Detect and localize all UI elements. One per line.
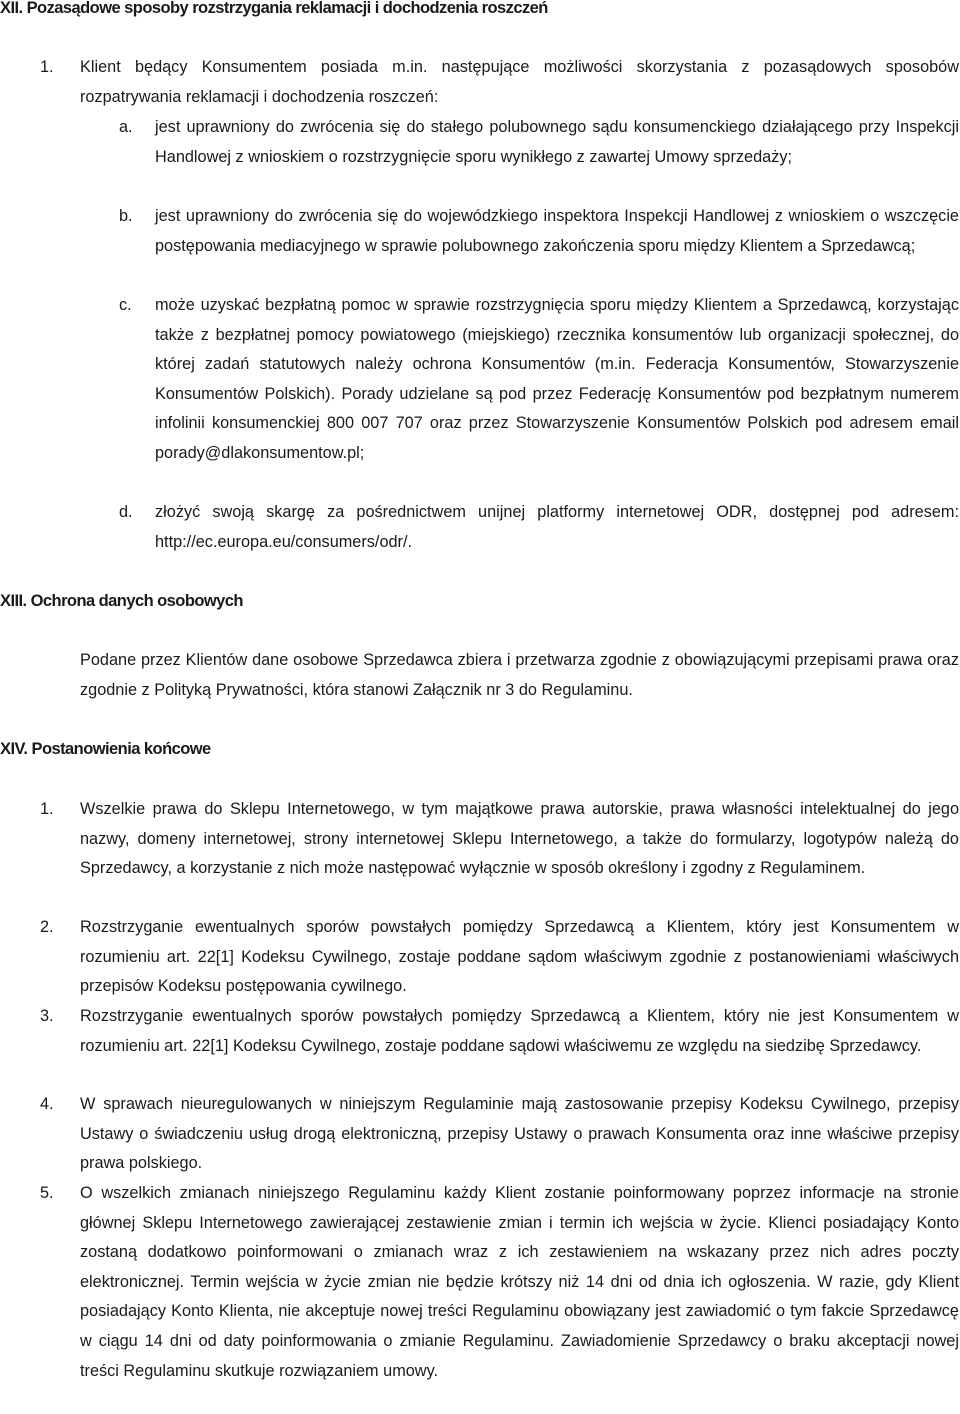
section-xiv-item-2-number: 2. bbox=[40, 918, 54, 936]
section-xiv-item-5-number: 5. bbox=[40, 1184, 54, 1202]
subitem-a-marker: a. bbox=[119, 118, 133, 136]
section-xii-item-1-text: Klient będący Konsumentem posiada m.in. następujące możliwości skorzystania z pozasądowych sposobów rozpatrywania reklamacji i dochodzenia roszczeń: bbox=[80, 58, 959, 106]
subitem-a-text: jest uprawniony do zwrócenia się do stałego polubownego sądu konsumenckiego działającego przy Inspekcji Handlowej z wnioskiem o rozstrzygnięcie sporu wynikłego z zawartej Umowy sprzedaży; bbox=[155, 118, 959, 166]
subitem-d-marker: d. bbox=[119, 503, 133, 521]
section-xii-item-1-number: 1. bbox=[40, 58, 54, 76]
section-xiii-heading: XIII. Ochrona danych osobowych bbox=[0, 592, 243, 610]
section-xiv-item-4-text: W sprawach nieuregulowanych w niniejszym Regulaminie mają zastosowanie przepisy Kodeksu Cywilnego, przepisy Ustawy o świadczeniu usług drogą elektroniczną, przepisy Ustawy o prawach Konsumenta oraz inne właściwe przepisy prawa polskiego. bbox=[80, 1095, 959, 1173]
subitem-d-text: złożyć swoją skargę za pośrednictwem unijnej platformy internetowej ODR, dostępnej pod adresem: http://ec.europa.eu/consumers/odr/. bbox=[155, 503, 959, 551]
section-xiii-text: Podane przez Klientów dane osobowe Sprzedawca zbiera i przetwarza zgodnie z obowiązującymi przepisami prawa oraz zgodnie z Polityką Prywatności, która stanowi Załącznik nr 3 do Regulaminu. bbox=[80, 651, 959, 699]
section-xiv-item-2-text: Rozstrzyganie ewentualnych sporów powstałych pomiędzy Sprzedawcą a Klientem, który jest Konsumentem w rozumieniu art. 22[1] Kodeksu Cywilnego, zostaje poddane sądom właściwym zgodnie z postanowieniami właściwych przepisów Kodeksu postępowania cywilnego. bbox=[80, 918, 959, 996]
section-xii-heading: XII. Pozasądowe sposoby rozstrzygania reklamacji i dochodzenia roszczeń bbox=[0, 0, 548, 17]
section-xiv-item-1-text: Wszelkie prawa do Sklepu Internetowego, w tym majątkowe prawa autorskie, prawa własności intelektualnej do jego nazwy, domeny internetowej, strony internetowej Sklepu Internetowego, a także do formularzy, logotypów należą do Sprzedawcy, a korzystanie z nich może następować wyłącznie w sposób określony i zgodny z Regulaminem. bbox=[80, 800, 959, 878]
section-xiv-item-3-text: Rozstrzyganie ewentualnych sporów powstałych pomiędzy Sprzedawcą a Klientem, który nie jest Konsumentem w rozumieniu art. 22[1] Kodeksu Cywilnego, zostaje poddane sądowi właściwemu ze względu na siedzibę Sprzedawcy. bbox=[80, 1007, 959, 1055]
subitem-b-text: jest uprawniony do zwrócenia się do wojewódzkiego inspektora Inspekcji Handlowej z wnioskiem o wszczęcie postępowania mediacyjnego w sprawie polubownego zakończenia sporu między Klientem a Sprzedawcą; bbox=[155, 207, 959, 255]
subitem-c-text: może uzyskać bezpłatną pomoc w sprawie rozstrzygnięcia sporu między Klientem a Sprzedawcą, korzystając także z bezpłatnej pomocy powiatowego (miejskiego) rzecznika konsumentów lub organizacji społecznej, do której zadań statutowych należy ochrona Konsumentów (m.in. Federacja Konsumentów, Stowarzyszenie Konsumentów Polskich). Porady udzielane są pod przez Federację Konsumentów pod bezpłatnym numerem infolinii konsumenckiej 800 007 707 oraz przez Stowarzyszenie Konsumentów Polskich pod adresem email porady@dlakonsumentow.pl; bbox=[155, 296, 959, 462]
section-xiv-item-3-number: 3. bbox=[40, 1007, 54, 1025]
section-xiv-item-1-number: 1. bbox=[40, 800, 54, 818]
subitem-b-marker: b. bbox=[119, 207, 133, 225]
section-xiv-item-4-number: 4. bbox=[40, 1095, 54, 1113]
section-xiv-item-5-text: O wszelkich zmianach niniejszego Regulaminu każdy Klient zostanie poinformowany poprzez informacje na stronie głównej Sklepu Internetowego zawierającej zestawienie zmian i termin ich wejścia w życie. Klienci posiadający Konto zostaną dodatkowo poinformowani o zmianach wraz z ich zestawieniem na wskazany przez nich adres poczty elektronicznej. Termin wejścia w życie zmian nie będzie krótszy niż 14 dni od dnia ich ogłoszenia. W razie, gdy Klient posiadający Konto Klienta, nie akceptuje nowej treści Regulaminu obowiązany jest zawiadomić o tym fakcie Sprzedawcę w ciągu 14 dni od daty poinformowania o zmianie Regulaminu. Zawiadomienie Sprzedawcy o braku akceptacji nowej treści Regulaminu skutkuje rozwiązaniem umowy. bbox=[80, 1184, 959, 1380]
subitem-c-marker: c. bbox=[119, 296, 132, 314]
section-xiv-heading: XIV. Postanowienia końcowe bbox=[0, 740, 211, 758]
